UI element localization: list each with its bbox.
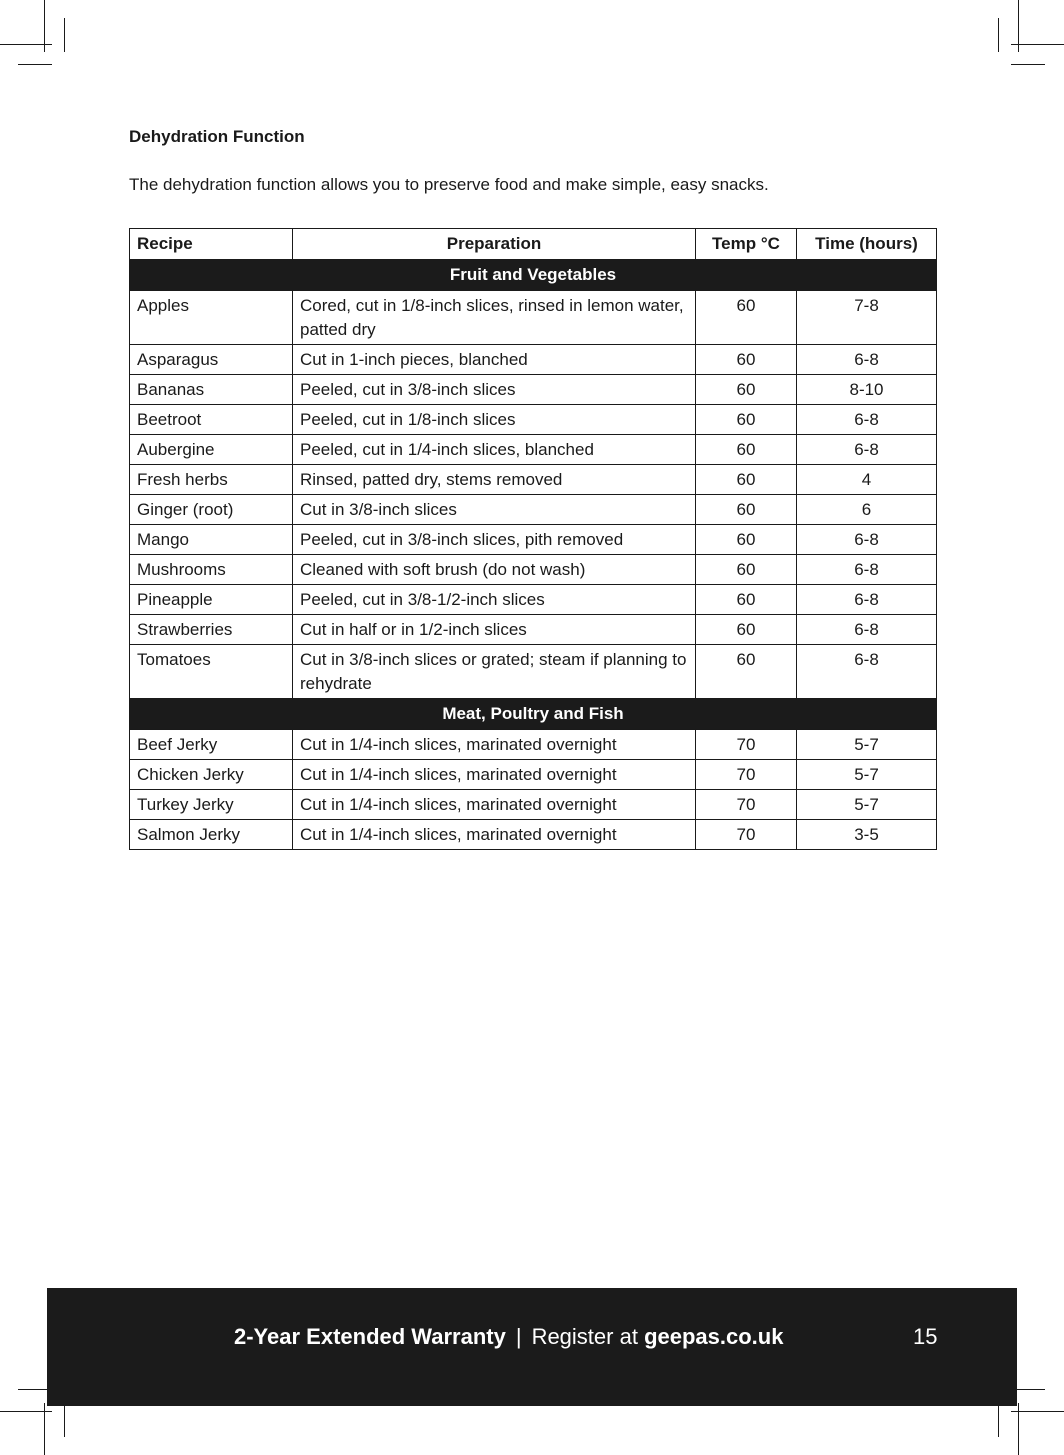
- table-row: [130, 345, 937, 375]
- cell-temp: 60: [696, 495, 797, 525]
- cell-recipe: Mushrooms: [130, 555, 293, 585]
- cell-recipe: Fresh herbs: [130, 465, 293, 495]
- warranty-label: 2-Year Extended Warranty: [234, 1324, 506, 1349]
- cell-recipe: Asparagus: [130, 345, 293, 375]
- cell-preparation: Cut in 1/4-inch slices, marinated overnight: [293, 790, 696, 820]
- section-heading: Dehydration Function: [129, 127, 305, 146]
- cell-temp: 60: [696, 435, 797, 465]
- website-link[interactable]: geepas.co.uk: [644, 1324, 784, 1349]
- table-header-row: [130, 229, 937, 260]
- table-row: [130, 790, 937, 820]
- cell-temp: 60: [696, 405, 797, 435]
- cell-temp: 70: [696, 790, 797, 820]
- cell-temp: 70: [696, 760, 797, 790]
- cell-time: 6-8: [797, 615, 937, 645]
- cell-time: 6-8: [797, 405, 937, 435]
- footer-text: [234, 1324, 783, 1350]
- crop-mark: [64, 18, 65, 52]
- cell-time: 7-8: [797, 291, 937, 345]
- cell-temp: 60: [696, 291, 797, 345]
- cell-temp: 60: [696, 465, 797, 495]
- cell-recipe: Chicken Jerky: [130, 760, 293, 790]
- page-number: 15: [913, 1324, 938, 1349]
- cell-preparation: Cored, cut in 1/8-inch slices, rinsed in lemon water, patted dry: [293, 291, 696, 345]
- table-row: [130, 465, 937, 495]
- cell-recipe: Beetroot: [130, 405, 293, 435]
- cell-recipe: Mango: [130, 525, 293, 555]
- cell-time: 5-7: [797, 790, 937, 820]
- table-row: [130, 291, 937, 345]
- cell-recipe: Aubergine: [130, 435, 293, 465]
- cell-recipe: Apples: [130, 291, 293, 345]
- section-header-row: [130, 260, 937, 291]
- cell-time: 5-7: [797, 730, 937, 760]
- cell-preparation: Peeled, cut in 1/4-inch slices, blanched: [293, 435, 696, 465]
- cell-preparation: Peeled, cut in 3/8-inch slices, pith removed: [293, 525, 696, 555]
- table-body: [130, 260, 937, 850]
- section-title: Fruit and Vegetables: [130, 260, 937, 291]
- cell-time: 6-8: [797, 645, 937, 699]
- table-row: [130, 730, 937, 760]
- cell-temp: 60: [696, 375, 797, 405]
- cell-time: 8-10: [797, 375, 937, 405]
- cell-preparation: Cut in 1/4-inch slices, marinated overnight: [293, 820, 696, 850]
- cell-preparation: Cleaned with soft brush (do not wash): [293, 555, 696, 585]
- table-row: [130, 495, 937, 525]
- cell-recipe: Strawberries: [130, 615, 293, 645]
- cell-recipe: Tomatoes: [130, 645, 293, 699]
- header-recipe: Recipe: [130, 229, 293, 260]
- cell-time: 6-8: [797, 525, 937, 555]
- footer-separator: |: [515, 1324, 522, 1349]
- cell-recipe: Pineapple: [130, 585, 293, 615]
- cell-recipe: Bananas: [130, 375, 293, 405]
- crop-mark: [998, 1403, 999, 1437]
- cell-time: 6-8: [797, 435, 937, 465]
- cell-temp: 60: [696, 525, 797, 555]
- crop-mark: [998, 18, 999, 52]
- cell-time: 5-7: [797, 760, 937, 790]
- cell-temp: 60: [696, 585, 797, 615]
- cell-preparation: Cut in 1-inch pieces, blanched: [293, 345, 696, 375]
- table-row: [130, 820, 937, 850]
- crop-mark: [1011, 64, 1045, 65]
- cell-temp: 60: [696, 555, 797, 585]
- cell-preparation: Cut in 3/8-inch slices or grated; steam if planning to rehydrate: [293, 645, 696, 699]
- crop-mark: [18, 64, 52, 65]
- warranty-footer: [47, 1288, 1017, 1406]
- cell-temp: 60: [696, 645, 797, 699]
- crop-mark: [1018, 1403, 1019, 1455]
- register-prefix: Register at: [531, 1324, 638, 1349]
- cell-temp: 60: [696, 615, 797, 645]
- cell-time: 3-5: [797, 820, 937, 850]
- crop-mark: [44, 0, 45, 52]
- cell-preparation: Cut in half or in 1/2-inch slices: [293, 615, 696, 645]
- cell-temp: 70: [696, 820, 797, 850]
- cell-preparation: Peeled, cut in 3/8-1/2-inch slices: [293, 585, 696, 615]
- cell-preparation: Cut in 3/8-inch slices: [293, 495, 696, 525]
- table-row: [130, 585, 937, 615]
- cell-preparation: Peeled, cut in 1/8-inch slices: [293, 405, 696, 435]
- cell-preparation: Rinsed, patted dry, stems removed: [293, 465, 696, 495]
- cell-recipe: Turkey Jerky: [130, 790, 293, 820]
- table-row: [130, 645, 937, 699]
- cell-recipe: Beef Jerky: [130, 730, 293, 760]
- cell-recipe: Salmon Jerky: [130, 820, 293, 850]
- cell-recipe: Ginger (root): [130, 495, 293, 525]
- crop-mark: [1018, 0, 1019, 52]
- cell-time: 6-8: [797, 345, 937, 375]
- table-row: [130, 760, 937, 790]
- cell-preparation: Cut in 1/4-inch slices, marinated overnight: [293, 760, 696, 790]
- section-header-row: [130, 699, 937, 730]
- table-row: [130, 375, 937, 405]
- cell-time: 6-8: [797, 555, 937, 585]
- cell-preparation: Peeled, cut in 3/8-inch slices: [293, 375, 696, 405]
- cell-temp: 70: [696, 730, 797, 760]
- table-row: [130, 615, 937, 645]
- table-row: [130, 405, 937, 435]
- header-temp: Temp °C: [696, 229, 797, 260]
- crop-mark: [44, 1403, 45, 1455]
- cell-time: 6: [797, 495, 937, 525]
- table-row: [130, 435, 937, 465]
- table-row: [130, 525, 937, 555]
- dehydration-table: [129, 228, 937, 850]
- cell-time: 6-8: [797, 585, 937, 615]
- cell-preparation: Cut in 1/4-inch slices, marinated overnight: [293, 730, 696, 760]
- header-time: Time (hours): [797, 229, 937, 260]
- header-preparation: Preparation: [293, 229, 696, 260]
- cell-temp: 60: [696, 345, 797, 375]
- table-row: [130, 555, 937, 585]
- intro-text: The dehydration function allows you to preserve food and make simple, easy snacks.: [129, 175, 769, 194]
- crop-mark: [64, 1403, 65, 1437]
- section-title: Meat, Poultry and Fish: [130, 699, 937, 730]
- cell-time: 4: [797, 465, 937, 495]
